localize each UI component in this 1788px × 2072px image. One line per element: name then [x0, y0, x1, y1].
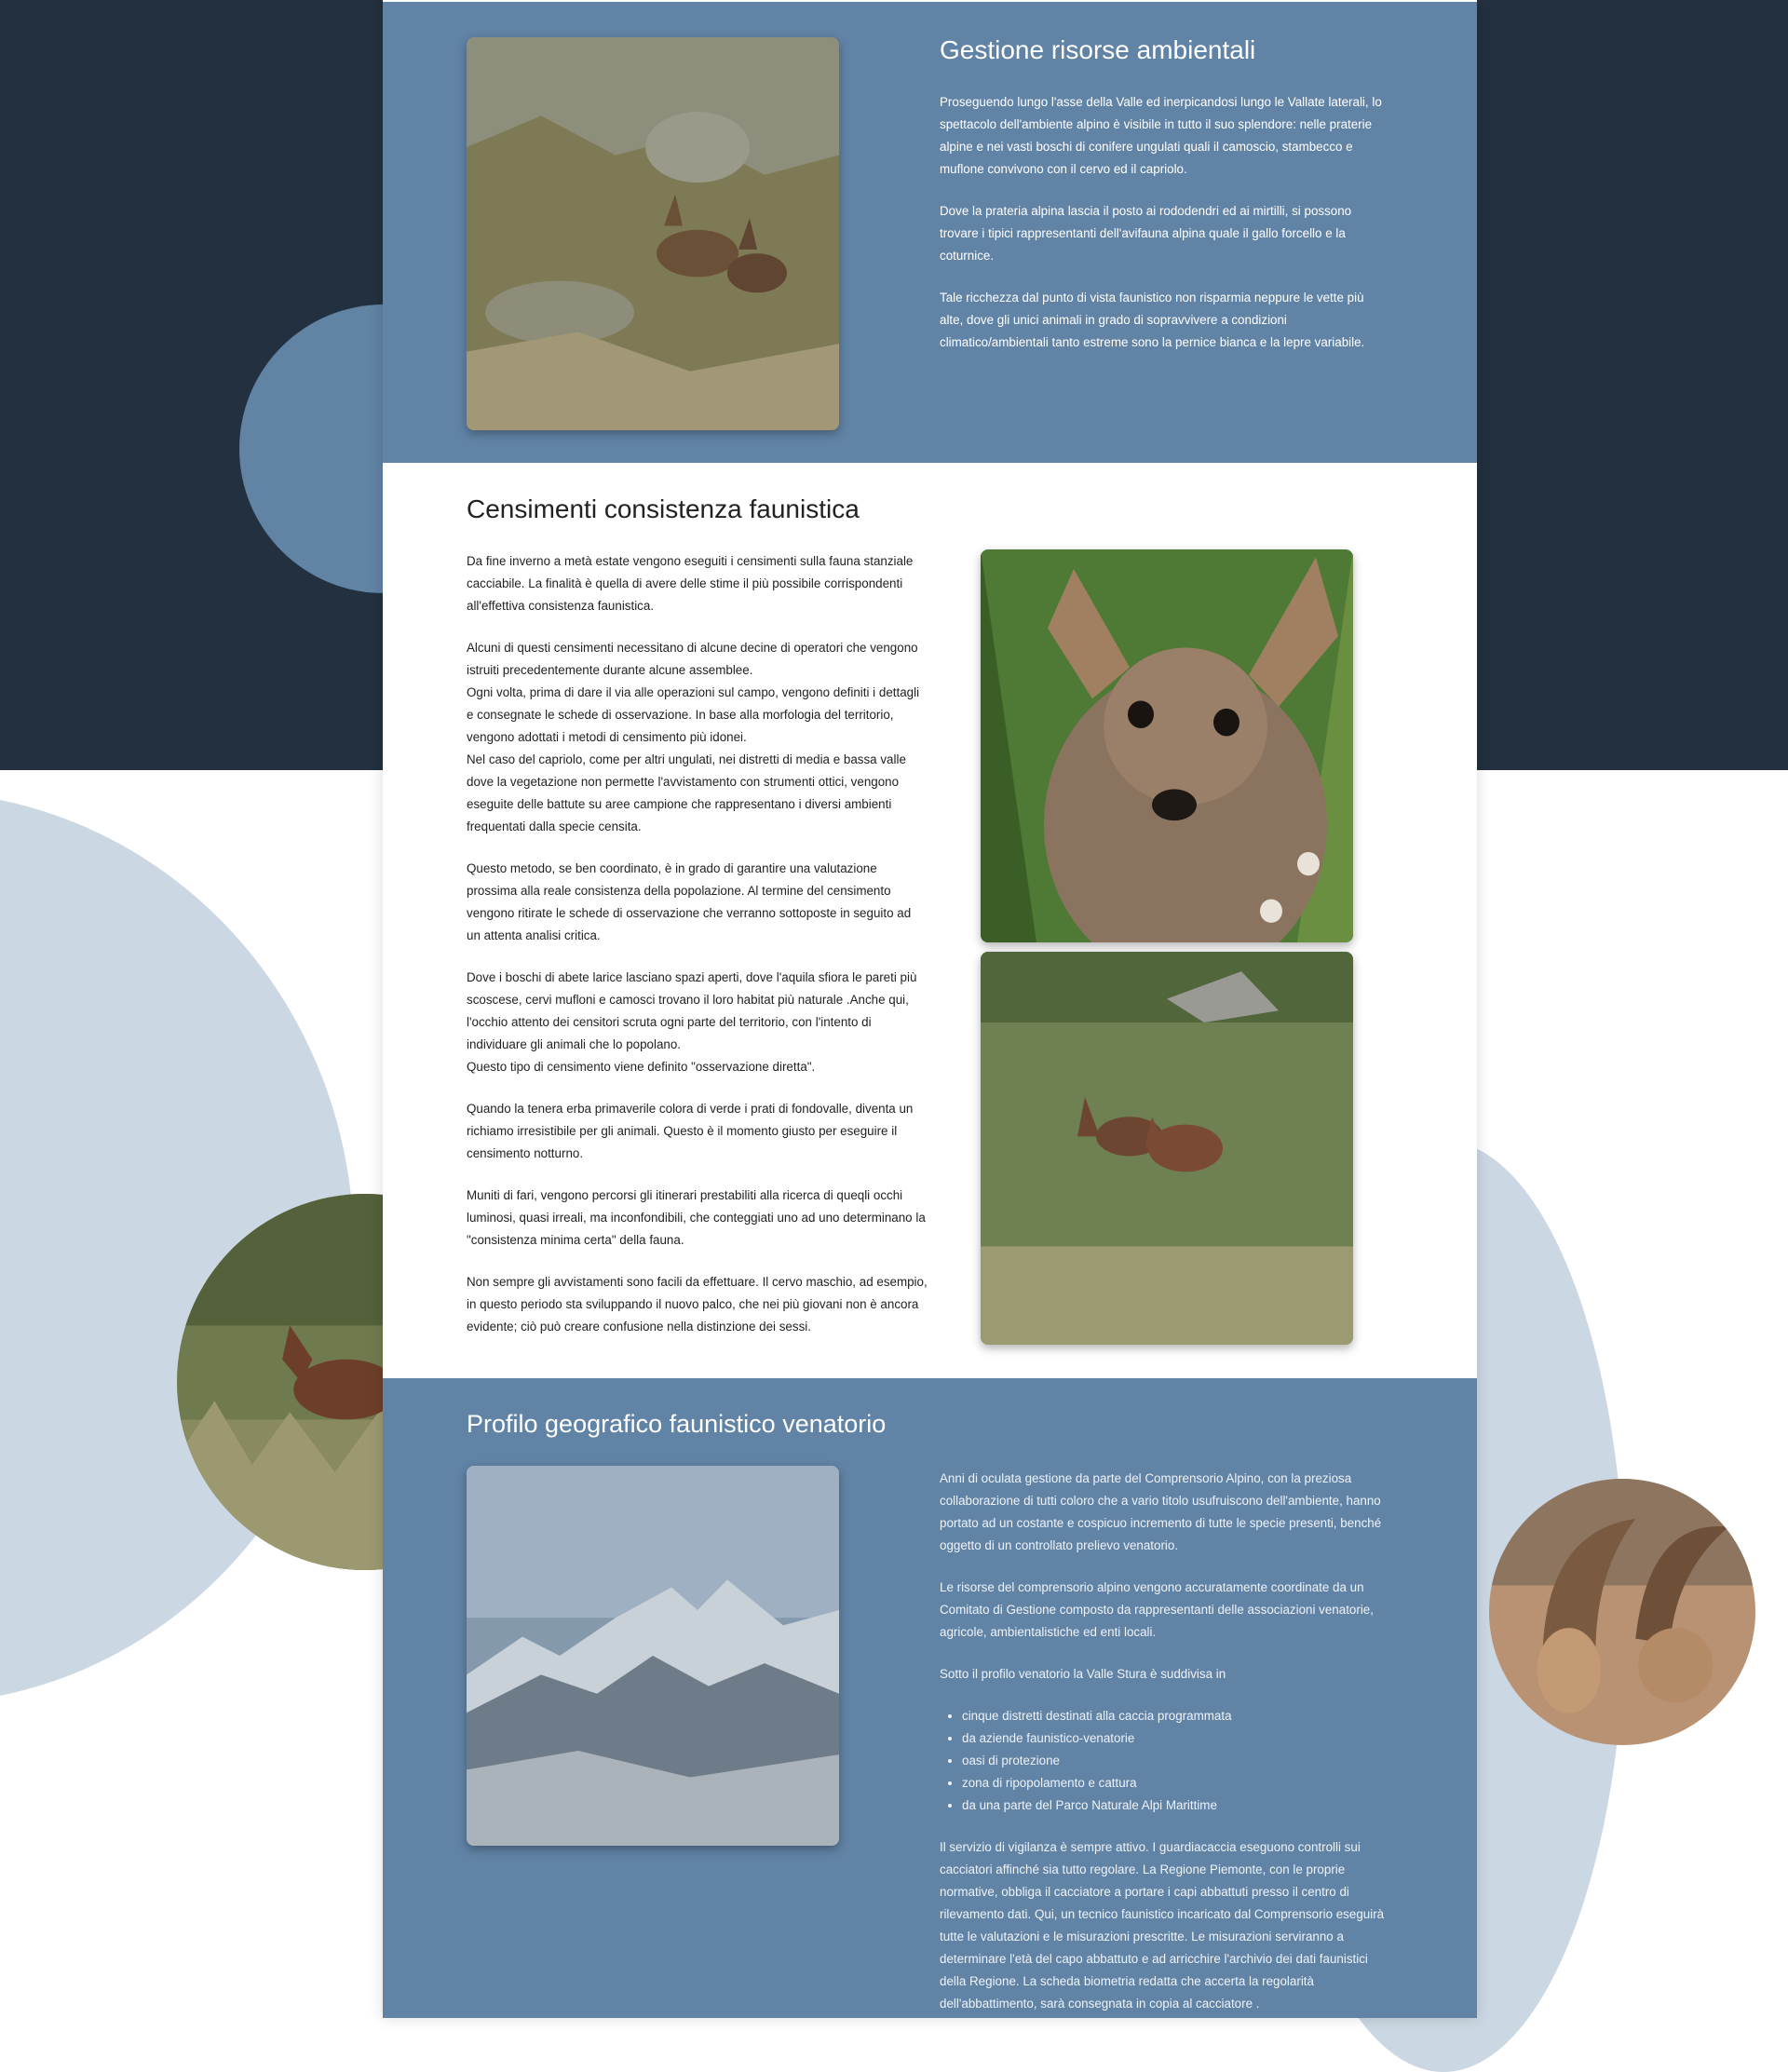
paragraph: Anni di oculata gestione da parte del Comprensorio Alpino, con la preziosa collaborazione di tutti coloro che a vario titolo usufruiscono dell'ambiente, hanno portato ad un costante e cospicuo incremento di tutte le specie presenti, benché oggetto di un controllato prelievo venatorio.	[940, 1471, 1382, 1552]
paragraph: Questo metodo, se ben coordinato, è in grado di garantire una valutazione prossima alla reale consistenza della popolazione. Al termine del censimento vengono ritirate le schede di osservazione che verranno sottoposte in seguito ad un attenta analisi critica.	[467, 861, 912, 942]
paragraph: Dove i boschi di abete larice lasciano spazi aperti, dove l'aquila sfiora le pareti più scoscese, cervi mufloni e camosci trovano il loro habitat più naturale .Anche qui, l'occhio attento dei censitori scruta ogni parte del territorio, con l'intento di individuare gli animali che lo popolano.	[467, 970, 917, 1051]
list-item: • da aziende faunistico-venatorie	[962, 1727, 1396, 1750]
paragraph: Alcuni di questi censimenti necessitano di alcune decine di operatori che vengono istruiti precedentemente durante alcune assemblee.	[467, 641, 918, 677]
paragraph: Non sempre gli avvistamenti sono facili da effettuare. Il cervo maschio, ad esempio, in questo periodo sta sviluppando il nuovo palco, che nei più giovani non è ancora evidente; ciò può creare confusione nella distinzione dei sessi.	[467, 1275, 928, 1334]
paragraph: Il servizio di vigilanza è sempre attivo. I guardiacaccia eseguono controlli sui cacciatori affinché sia tutto regolare. La Regione Piemonte, con le proprie normative, obbliga il cacciatore a portare i capi abbattuti presso il centro di rilevamento dati. Qui, un tecnico faunistico incaricato dal Comprensorio eseguirà tutte le valutazioni e le misurazioni prescritte. Le misurazioni serviranno a determinare l'età del capo abbattuto e ad arricchire l'archivio dei dati faunistici della Regione. La scheda biometria redatta che accerta la regolarità dell'abbattimento, sarà consegnata in copia al cacciatore .	[940, 1840, 1385, 2011]
paragraph: Da fine inverno a metà estate vengono eseguiti i censimenti sulla fauna stanziale cacciabile. La finalità è quella di avere delle stime il più possibile corrispondenti all'effettiva consistenza faunistica.	[467, 554, 914, 613]
list-item: • cinque distretti destinati alla caccia programmata	[962, 1705, 1396, 1727]
paragraph: Le risorse del comprensorio alpino vengono accuratamente coordinate da un Comitato di Gestione composto da rappresentanti delle associazioni venatorie, agricole, ambientalistiche ed enti locali.	[940, 1580, 1374, 1639]
section-title: Gestione risorse ambientali	[940, 35, 1256, 64]
section-body	[940, 1468, 1396, 2035]
paragraph: Quando la tenera erba primaverile colora di verde i prati di fondovalle, diventa un richiamo irresistibile per gli animali. Questo è il momento giusto per eseguire il censimento notturno.	[467, 1102, 914, 1160]
section-censimenti	[383, 463, 1477, 1378]
paragraph: Tale ricchezza dal punto di vista faunistico non risparmia neppure le vette più alte, dove gli unici animali in grado di sopravvivere a condizioni climatico/ambientali tanto estreme sono la pernice bianca e la lepre variabile.	[940, 291, 1365, 349]
section-body	[940, 91, 1387, 373]
paragraph: Proseguendo lungo l'asse della Valle ed inerpicandosi lungo le Vallate laterali, lo spettacolo dell'ambiente alpino è visibile in tutto il suo splendore: nelle praterie alpine e nei vasti boschi di conifere ungulati quali il camoscio, stambecco e muflone convivono con il cervo ed il capriolo.	[940, 95, 1382, 176]
section-gestione-risorse	[383, 0, 1477, 463]
list-item: • da una parte del Parco Naturale Alpi Marittime	[962, 1794, 1396, 1817]
ibex-circle-photo	[1489, 1479, 1755, 1745]
paragraph: Dove la prateria alpina lascia il posto ai rododendri ed ai mirtilli, si possono trovare i tipici rappresentanti dell'avifauna alpina quale il gallo forcello e la coturnice.	[940, 204, 1352, 263]
section-title: Censimenti consistenza faunistica	[467, 494, 860, 523]
main-content-column	[383, 0, 1477, 2018]
paragraph: Sotto il profilo venatorio la Valle Stura è suddivisa in	[940, 1667, 1226, 1681]
section-profilo-geografico	[383, 1378, 1477, 2018]
section-body	[467, 550, 928, 1358]
district-list	[940, 1705, 1396, 1817]
list-item: • zona di ripopolamento e cattura	[962, 1772, 1396, 1794]
paragraph: Ogni volta, prima di dare il via alle operazioni sul campo, vengono definiti i dettagli e consegnate le schede di osservazione. In base alla morfologia del territorio, vengono adottati i metodi di censimento più idonei.	[467, 685, 920, 744]
chamois-on-rocks-photo	[467, 37, 839, 430]
paragraph: Muniti di fari, vengono percorsi gli itinerari prestabiliti alla ricerca di queqli occhi luminosi, quasi irreali, ma inconfondibili, che conteggiati uno ad uno determinano la "consistenza minima certa" della fauna.	[467, 1188, 926, 1247]
paragraph: Nel caso del capriolo, come per altri ungulati, nei distretti di media e bassa valle dove la vegetazione non permette l'avvistamento con strumenti ottici, vengono eseguite delle battute su aree campione che rappresentano i diversi ambienti frequentati dalla specie censita.	[467, 752, 906, 833]
deer-in-grass-photo	[981, 952, 1353, 1345]
snowy-mountains-photo	[467, 1466, 839, 1846]
section-title: Profilo geografico faunistico venatorio	[467, 1410, 887, 1438]
list-item: • oasi di protezione	[962, 1750, 1396, 1772]
paragraph: Questo tipo di censimento viene definito "osservazione diretta".	[467, 1060, 816, 1074]
fawn-closeup-photo	[981, 549, 1353, 942]
